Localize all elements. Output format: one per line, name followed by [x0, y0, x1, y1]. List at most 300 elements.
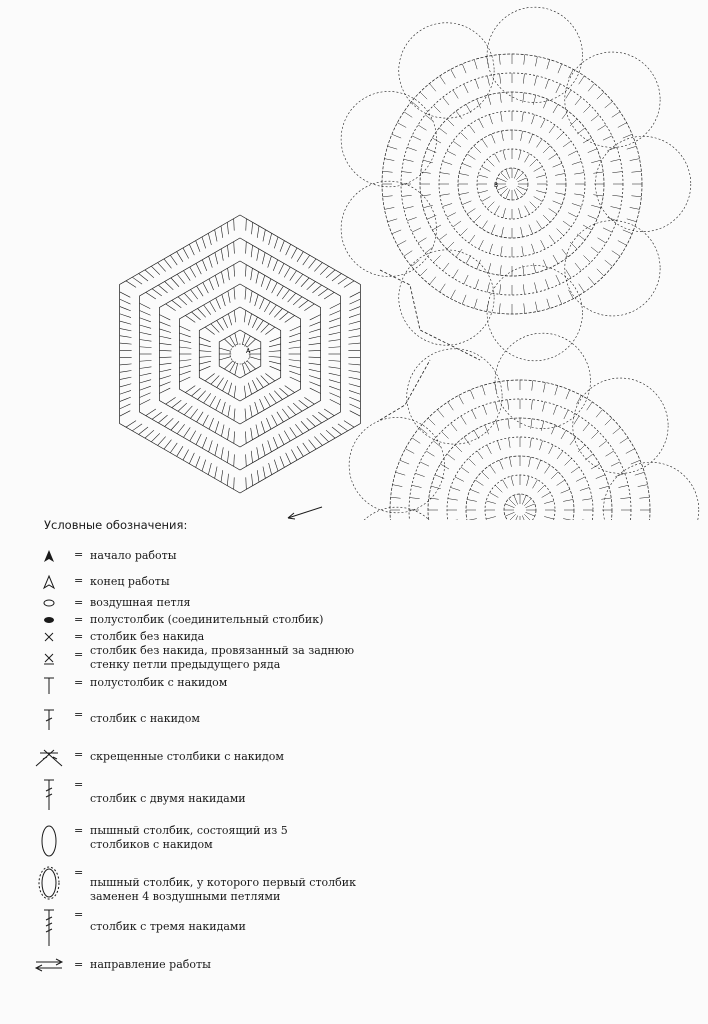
stitch-mark	[544, 501, 554, 504]
stitch-mark	[388, 146, 398, 149]
stitch-mark	[563, 519, 573, 520]
start-marker-b: B	[494, 182, 499, 189]
stitch-mark	[158, 415, 167, 423]
stitch-mark	[245, 409, 246, 421]
stitch-mark	[588, 215, 597, 219]
stitch-mark	[252, 222, 253, 234]
connecting-chains	[380, 270, 480, 420]
stitch-mark	[159, 343, 171, 345]
start-marker-a: A	[246, 348, 251, 355]
stitch-mark	[299, 300, 308, 307]
stitch-mark	[190, 431, 196, 441]
stitch-mark	[282, 409, 289, 419]
stitch-mark	[412, 136, 421, 140]
stitch-mark	[249, 348, 261, 351]
stitch-mark	[324, 292, 334, 299]
stitch-mark	[443, 97, 449, 105]
stitch-mark	[503, 480, 508, 489]
stitch-mark	[190, 290, 197, 300]
stitch-mark	[183, 427, 190, 437]
stitch-mark	[309, 375, 320, 379]
stitch-mark	[266, 418, 271, 429]
stitch-mark	[208, 233, 211, 245]
stitch-mark	[557, 451, 563, 459]
stitch-mark	[120, 377, 132, 379]
direction-arrow-icon	[288, 507, 322, 518]
stitch-mark	[627, 219, 637, 222]
stitch-mark	[453, 90, 458, 98]
stitch-mark	[152, 412, 162, 419]
stitch-mark	[203, 415, 209, 426]
stitch-mark	[434, 106, 441, 113]
stitch-mark	[251, 268, 253, 280]
stitch-mark	[279, 263, 284, 274]
stitch-mark	[461, 467, 469, 473]
stitch-mark	[503, 208, 506, 218]
stitch-mark	[261, 421, 265, 432]
stitch-mark	[291, 450, 297, 461]
stitch-mark	[177, 424, 184, 433]
stitch-mark	[293, 403, 302, 411]
stitch-mark	[404, 112, 412, 118]
stitch-mark	[274, 309, 282, 318]
stitch-mark	[199, 356, 211, 357]
stitch-mark	[307, 418, 316, 426]
stitch-mark	[579, 284, 585, 292]
stitch-mark	[482, 221, 488, 229]
stitch-mark	[215, 467, 217, 479]
legend-equals: =	[74, 708, 84, 721]
stitch-mark	[591, 205, 601, 208]
stitch-mark	[177, 252, 183, 262]
stitch-mark	[318, 412, 328, 419]
stitch-mark	[497, 178, 506, 182]
stitch-mark	[577, 234, 585, 240]
stitch-mark	[474, 146, 481, 153]
stitch-mark	[159, 369, 171, 372]
stitch-mark	[544, 465, 550, 473]
cross-icon	[34, 630, 64, 644]
stitch-mark	[228, 291, 230, 303]
stitch-mark	[579, 76, 585, 84]
stitch-mark	[228, 314, 231, 326]
stitch-mark	[295, 274, 302, 283]
legend-equals: =	[74, 630, 84, 643]
filled-arrow-icon	[34, 548, 64, 564]
stitch-mark	[304, 397, 314, 404]
stitch-mark	[501, 227, 503, 237]
stitch-mark	[583, 106, 590, 113]
stitch-mark	[158, 437, 166, 446]
stitch-mark	[189, 453, 194, 464]
stitch-mark	[603, 228, 612, 232]
filled-oval-icon	[34, 613, 64, 627]
stitch-mark	[599, 441, 607, 447]
stitch-mark	[530, 202, 537, 209]
stitch-mark	[242, 333, 245, 345]
stitch-mark	[427, 215, 436, 219]
stitch-mark	[514, 495, 518, 504]
stitch-mark	[152, 289, 162, 296]
stitch-mark	[309, 336, 321, 339]
stitch-mark	[259, 399, 264, 410]
stitch-mark	[209, 256, 213, 267]
stitch-mark	[261, 376, 269, 385]
stitch-mark	[490, 493, 499, 498]
stitch-mark	[171, 278, 179, 287]
stitch-mark	[591, 115, 599, 121]
stitch-mark	[196, 241, 200, 252]
stitch-mark	[309, 259, 316, 268]
legend-label: пышный столбик, состоящий из 5 столбиков с накидом	[90, 824, 288, 851]
stitch-mark	[202, 437, 206, 448]
stitch-mark	[309, 343, 321, 345]
stitch-mark	[545, 279, 548, 288]
stitch-mark	[474, 215, 481, 222]
stitch-mark	[426, 451, 434, 456]
stitch-mark	[495, 154, 500, 163]
stitch-mark	[565, 458, 572, 465]
petal-scallop	[603, 462, 698, 520]
stitch-mark	[488, 95, 491, 105]
stitch-mark	[235, 333, 238, 345]
stitch-mark	[420, 462, 429, 466]
stitch-mark	[479, 240, 484, 249]
stitch-mark	[286, 244, 291, 255]
legend-label: столбик без накида	[90, 630, 205, 643]
stitch-mark	[543, 146, 550, 153]
stitch-mark	[543, 260, 547, 269]
stitch-mark	[262, 444, 265, 456]
stitch-mark	[391, 497, 401, 498]
stitch-mark	[447, 151, 456, 156]
stitch-mark	[489, 115, 492, 125]
stitch-mark	[574, 416, 579, 424]
legend-equals: =	[74, 548, 84, 561]
petal-scallop	[595, 136, 690, 231]
stitch-mark	[439, 234, 447, 240]
stitch-mark	[455, 477, 464, 482]
stitch-mark	[612, 172, 622, 173]
stitch-mark	[509, 457, 511, 467]
stitch-mark	[453, 270, 458, 278]
stitch-mark	[263, 467, 265, 479]
stitch-mark	[439, 128, 447, 134]
crossed-stitches-icon	[34, 748, 64, 768]
stitch-mark	[534, 282, 536, 292]
stitch-mark	[404, 159, 414, 161]
stitch-mark	[467, 519, 477, 520]
stitch-mark	[250, 405, 252, 417]
stitch-mark	[261, 275, 265, 286]
stitch-mark	[158, 263, 166, 272]
stitch-mark	[542, 402, 544, 412]
stitch-mark	[557, 480, 565, 486]
stitch-mark	[120, 314, 131, 318]
stitch-mark	[245, 265, 246, 277]
stitch-mark	[591, 432, 598, 439]
stitch-mark	[209, 418, 214, 429]
stitch-mark	[561, 489, 570, 493]
stitch-mark	[501, 112, 503, 122]
legend-equals: =	[74, 574, 84, 587]
stitch-mark	[451, 69, 456, 78]
stitch-mark	[338, 277, 348, 284]
stitch-mark	[518, 178, 527, 182]
stitch-mark	[566, 90, 571, 98]
stitch-mark	[269, 233, 272, 245]
stitch-mark	[284, 431, 290, 441]
stitch-mark	[404, 251, 412, 257]
stitch-mark	[223, 380, 228, 391]
legend-equals: =	[74, 866, 84, 879]
stitch-mark	[309, 382, 320, 386]
stitch-mark	[488, 263, 491, 273]
stitch-mark	[464, 437, 470, 445]
stitch-mark	[583, 255, 590, 262]
stitch-mark	[269, 361, 281, 364]
stitch-mark	[246, 477, 247, 489]
stitch-mark	[209, 440, 213, 451]
stitch-mark	[547, 299, 550, 309]
stitch-mark	[525, 154, 530, 163]
stitch-mark	[234, 409, 235, 421]
stitch-mark	[326, 430, 335, 438]
stitch-mark	[533, 95, 536, 105]
stitch-mark	[120, 321, 132, 324]
legend-label: конец работы	[90, 575, 170, 588]
stitch-mark	[496, 421, 499, 431]
stitch-mark	[199, 366, 210, 371]
stitch-mark	[179, 365, 191, 368]
stitch-mark	[289, 371, 300, 375]
stitch-mark	[549, 154, 557, 160]
stitch-mark	[246, 219, 247, 231]
stitch-mark	[166, 397, 176, 404]
legend-equals: =	[74, 676, 84, 689]
stitch-mark	[572, 161, 582, 164]
stitch-mark	[179, 371, 190, 375]
stitch-mark	[612, 195, 622, 196]
stitch-mark	[529, 457, 531, 467]
stitch-mark	[638, 485, 648, 487]
stitch-mark	[329, 380, 341, 383]
stitch-mark	[397, 123, 406, 128]
stitch-mark	[423, 160, 433, 163]
legend-label: столбик с накидом	[90, 712, 200, 725]
stitch-mark	[314, 263, 322, 272]
stitch-mark	[288, 406, 296, 415]
stitch-mark	[251, 245, 252, 257]
stitch-mark	[529, 134, 533, 143]
petal-scallop	[407, 349, 502, 444]
stitch-mark	[522, 246, 524, 256]
stitch-mark	[234, 242, 235, 254]
stitch-mark	[314, 437, 322, 446]
stitch-mark	[553, 255, 558, 264]
treble-icon	[34, 778, 64, 812]
stitch-mark	[248, 314, 251, 326]
stitch-mark	[268, 256, 272, 267]
stitch-mark	[289, 347, 301, 348]
stitch-mark	[256, 320, 263, 330]
stitch-mark	[599, 486, 609, 489]
stitch-mark	[291, 248, 297, 259]
stitch-mark	[309, 357, 321, 358]
stitch-mark	[514, 516, 518, 520]
stitch-mark	[533, 263, 536, 273]
petal-scallop	[349, 507, 444, 520]
direction-arrows-icon	[34, 958, 64, 972]
stitch-mark	[495, 206, 500, 215]
stitch-mark	[541, 119, 546, 128]
stitch-mark	[190, 409, 197, 419]
stitch-mark	[132, 424, 142, 431]
stitch-mark	[407, 217, 416, 220]
stitch-mark	[598, 238, 606, 243]
stitch-mark	[309, 440, 316, 449]
stitch-mark	[583, 423, 589, 431]
stitch-mark	[289, 340, 301, 343]
stitch-mark	[486, 516, 496, 519]
stitch-mark	[279, 434, 284, 445]
stitch-mark	[338, 424, 348, 431]
stitch-mark	[172, 300, 181, 307]
stitch-mark	[392, 230, 401, 234]
stitch-mark	[525, 206, 530, 215]
stitch-mark	[202, 260, 206, 271]
stitch-mark	[448, 402, 454, 410]
stitch-mark	[261, 324, 269, 333]
stitch-mark	[407, 147, 416, 150]
stitch-mark	[273, 437, 277, 448]
stitch-mark	[285, 386, 295, 393]
stitch-mark	[593, 195, 603, 196]
stitch-mark	[184, 406, 192, 415]
stitch-mark	[593, 172, 603, 173]
stitch-mark	[244, 386, 246, 398]
stitch-mark	[312, 285, 321, 293]
stitch-mark	[487, 76, 489, 86]
stitch-mark	[215, 275, 219, 286]
stitch-mark	[501, 188, 508, 195]
stitch-mark	[264, 302, 270, 312]
double-crochet-icon	[34, 708, 64, 732]
stitch-mark	[221, 272, 224, 284]
stitch-mark	[383, 196, 393, 197]
stitch-mark	[434, 255, 441, 262]
stitch-mark	[430, 84, 436, 92]
stitch-mark	[120, 390, 131, 394]
stitch-mark	[383, 171, 393, 172]
stitch-mark	[526, 476, 529, 486]
stitch-mark	[487, 56, 489, 66]
stitch-mark	[500, 74, 501, 84]
stitch-mark	[350, 411, 361, 417]
stitch-mark	[478, 190, 488, 193]
stitch-mark	[303, 443, 310, 453]
cross-underline-icon	[34, 648, 64, 666]
stitch-mark	[159, 357, 171, 358]
stitch-mark	[348, 364, 360, 365]
stitch-mark	[290, 271, 297, 281]
stitch-mark	[536, 190, 546, 193]
stitch-mark	[221, 249, 223, 261]
stitch-mark	[170, 255, 177, 265]
stitch-mark	[234, 386, 236, 398]
stitch-mark	[330, 303, 341, 308]
stitch-mark	[269, 393, 276, 403]
stitch-mark	[139, 274, 148, 281]
stitch-mark	[222, 295, 226, 306]
stitch-mark	[523, 284, 524, 294]
stitch-mark	[461, 416, 466, 424]
stitch-mark	[591, 247, 599, 253]
stitch-mark	[329, 393, 340, 398]
stitch-mark	[178, 403, 187, 411]
stitch-mark	[183, 248, 189, 259]
stitch-mark	[183, 450, 189, 461]
stitch-mark	[120, 343, 132, 344]
stitch-mark	[549, 208, 557, 214]
stitch-mark	[596, 410, 602, 418]
stitch-mark	[545, 79, 548, 88]
stitch-mark	[274, 460, 278, 471]
stitch-mark	[246, 454, 247, 466]
stitch-mark	[462, 64, 466, 73]
stitch-mark	[541, 421, 544, 431]
stitch-mark	[442, 432, 449, 439]
stitch-mark	[526, 504, 535, 508]
stitch-mark	[440, 76, 446, 84]
stitch-mark	[524, 499, 531, 506]
stitch-mark	[531, 400, 532, 410]
stitch-mark	[549, 125, 555, 133]
stitch-mark	[623, 134, 632, 138]
stitch-mark	[159, 375, 170, 379]
stitch-mark	[257, 470, 259, 482]
stitch-mark	[511, 476, 514, 486]
stitch-mark	[290, 427, 297, 437]
legend-equals: =	[74, 908, 84, 921]
stitch-mark	[159, 382, 170, 386]
stitch-mark	[601, 498, 611, 499]
stitch-mark	[202, 237, 206, 248]
stitch-mark	[428, 418, 435, 425]
stitch-mark	[120, 292, 131, 298]
stitch-mark	[570, 119, 577, 126]
stitch-mark	[299, 400, 308, 407]
stitch-mark	[482, 472, 489, 479]
stitch-mark	[328, 360, 340, 361]
stitch-mark	[491, 225, 495, 234]
stitch-mark	[553, 163, 562, 167]
stitch-mark	[456, 111, 462, 119]
stitch-mark	[509, 514, 516, 520]
stitch-mark	[288, 293, 296, 302]
stitch-mark	[165, 282, 174, 290]
stitch-mark	[185, 386, 195, 393]
stitch-mark	[631, 171, 641, 172]
legend-label: воздушная петля	[90, 596, 191, 609]
stitch-mark	[518, 186, 527, 190]
stitch-mark	[349, 328, 361, 330]
stitch-mark	[518, 150, 521, 160]
stitch-mark	[273, 260, 277, 271]
stitch-mark	[509, 438, 511, 448]
stitch-mark	[472, 410, 476, 419]
stitch-mark	[196, 456, 200, 467]
